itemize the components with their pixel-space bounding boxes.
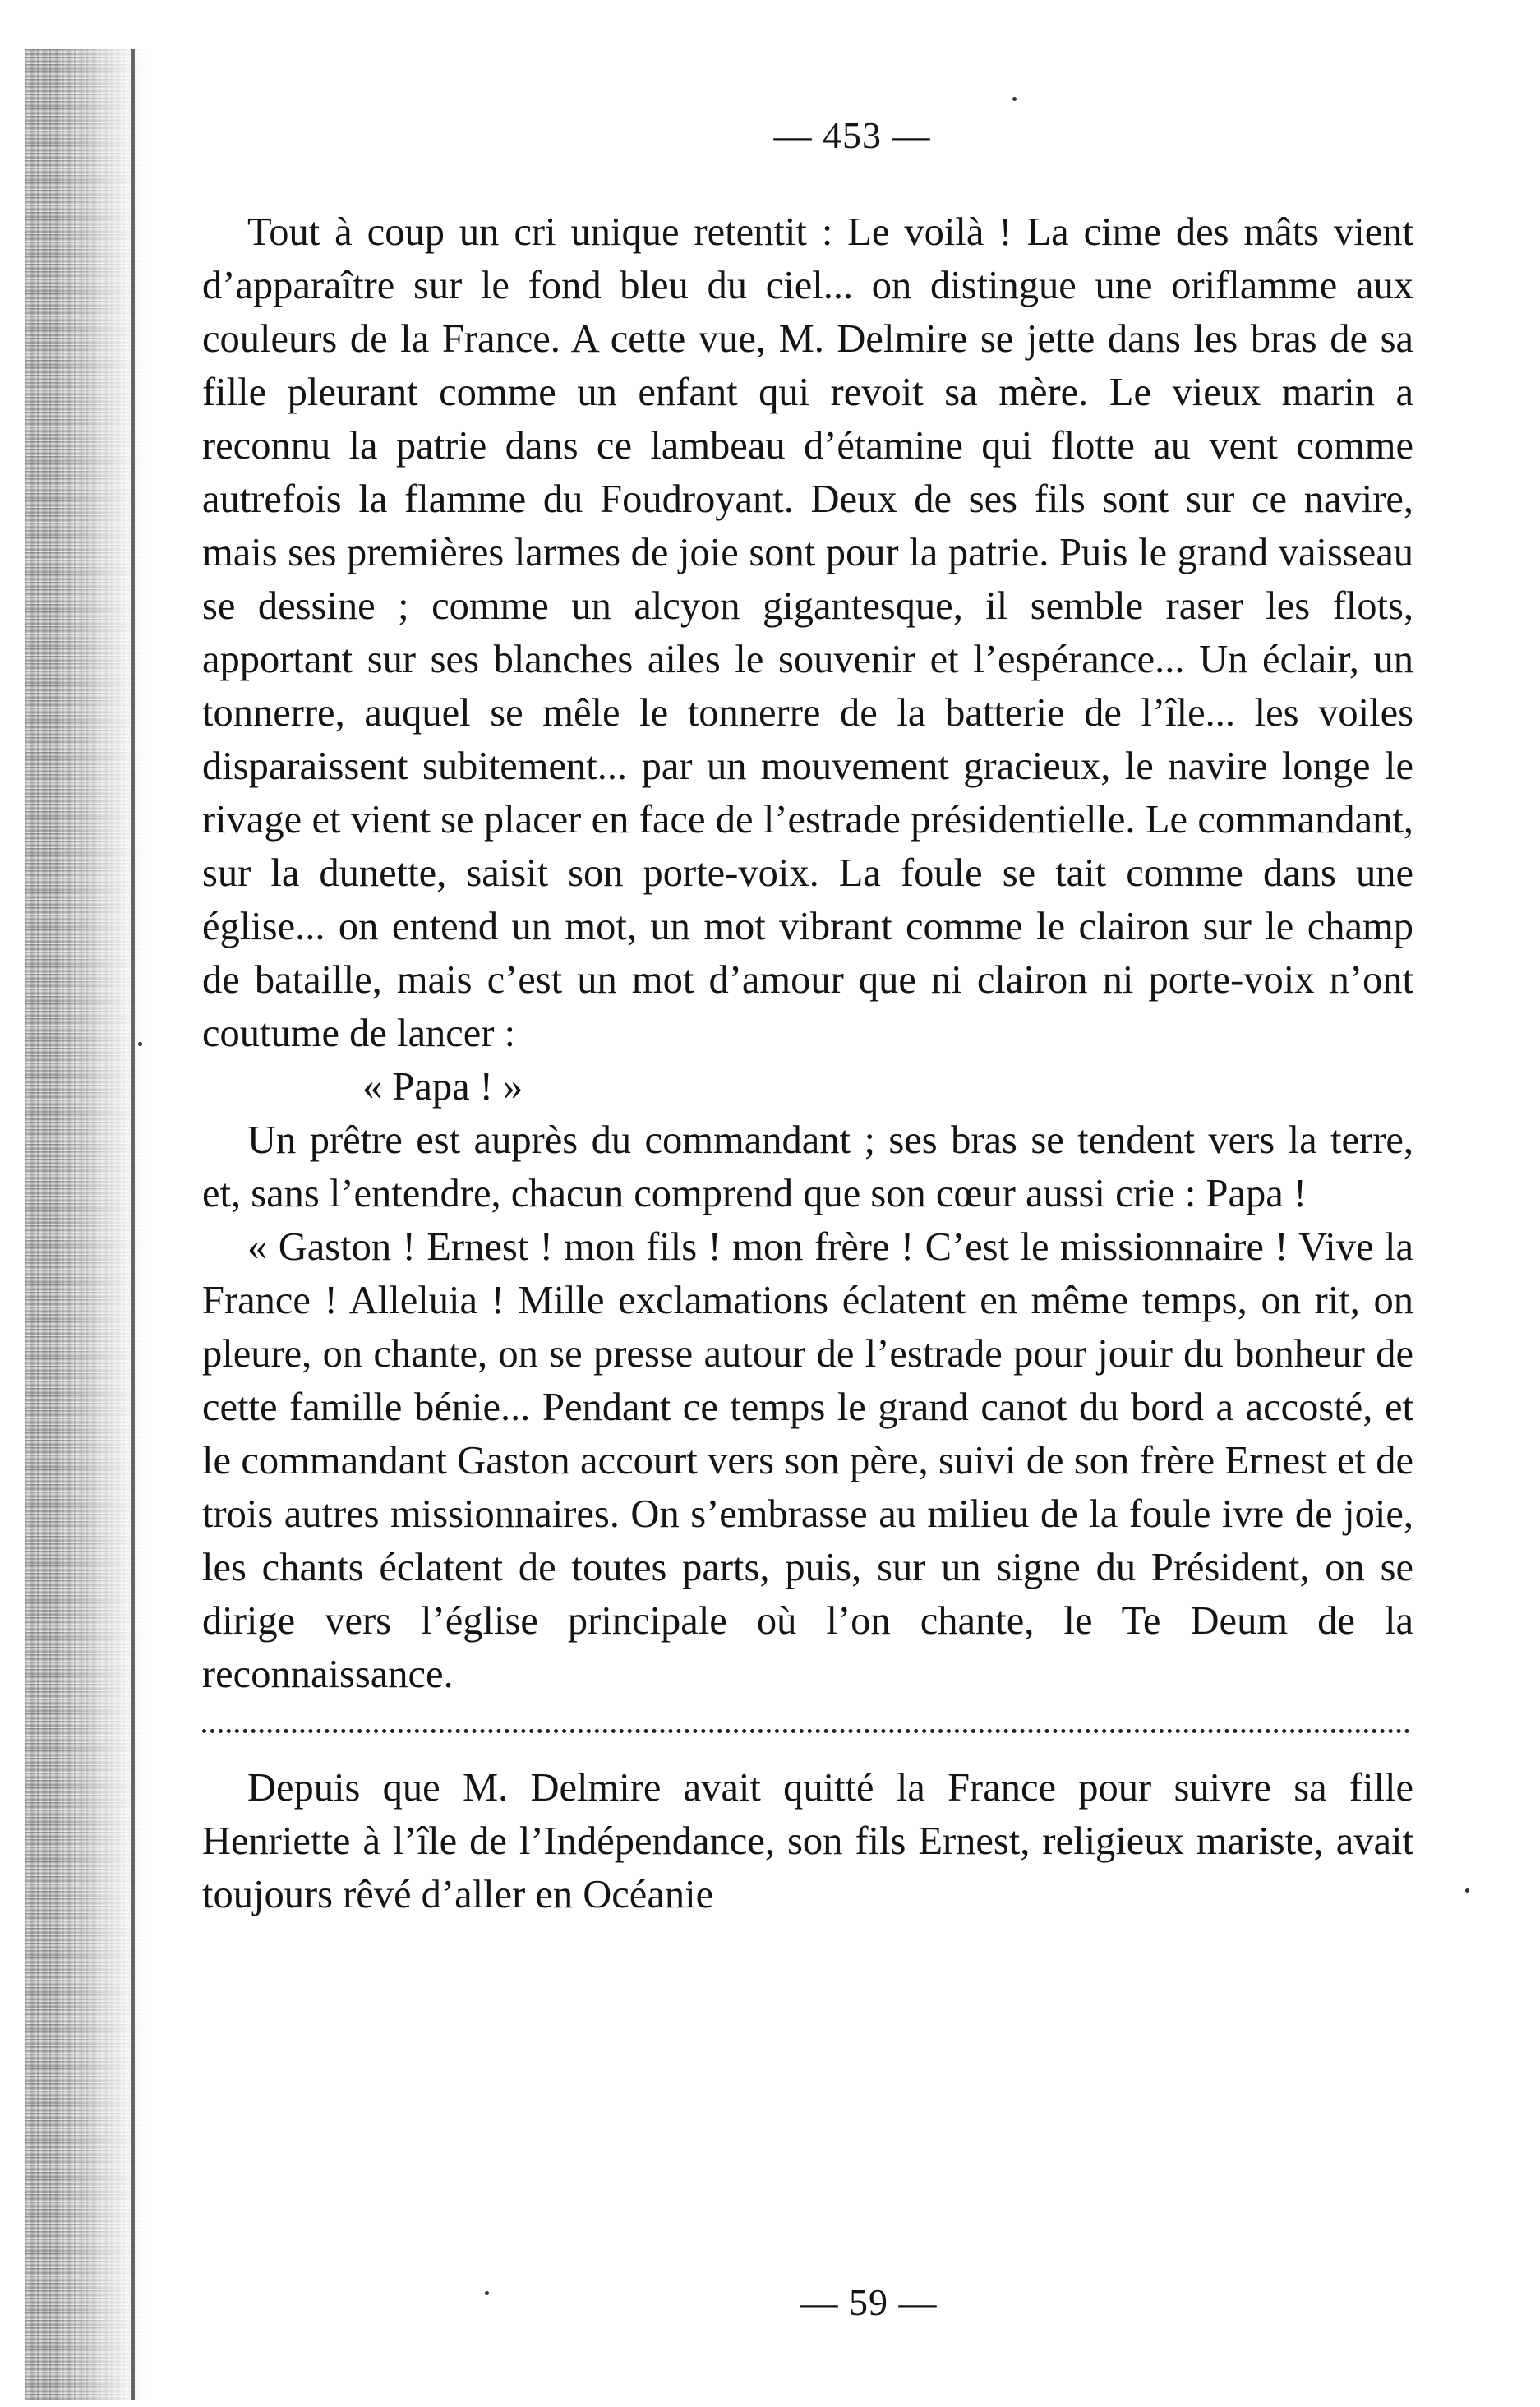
page-number-top: — 453 — — [773, 114, 931, 156]
paragraph-arrival: Tout à coup un cri unique retentit : Le voilà ! La cime des mâts vient d’apparaître sur le fond bleu du ciel... on distingue une oriflamme aux couleurs de la France. A cette vue, M. Delmire se jette dans les bras de sa fille pleurant comme un enfant qui revoit sa mère. Le vieux marin a reconnu la patrie dans ce lambeau d’étamine qui flotte au vent comme autrefois la flamme du Foudroyant. Deux de ses fils sont sur ce navire, mais ses premières larmes de joie sont pour la patrie. Puis le grand vaisseau se dessine ; comme un alcyon gigantesque, il semble raser les flots, apportant sur ses blanches ailes le souvenir et l’espérance... Un éclair, un tonnerre, auquel se mêle le tonnerre de la batterie de l’île... les voiles disparaissent subitement... par un mouvement gracieux, le navire longe le rivage et vient se placer en face de l’estrade présidentielle. Le commandant, sur la dunette, saisit son porte-voix. La foule se tait comme dans une église... on entend un mot, un mot vibrant comme le clairon sur le champ de bataille, mais c’est un mot d’amour que ni clairon ni porte-voix n’ont coutume de lancer : — [202, 210, 1413, 1055]
scan-speck — [1465, 1888, 1469, 1893]
scan-speck — [485, 2291, 489, 2295]
scan-speck — [1012, 97, 1017, 101]
paragraph-exclamations: « Gaston ! Ernest ! mon fils ! mon frère ! C’est le missionnaire ! Vive la France ! Alleluia ! Mille exclamations éclatent en même temps, on rit, on pleure, on chante, on se presse autour de l’estrade pour jouir du bonheur de cette famille bénie... Pendant ce temps le grand canot du bord a accosté, et le commandant Gaston accourt vers son père, suivi de son frère Ernest et de trois autres missionnaires. On s’embrasse au milieu de la foule ivre de joie, les chants éclatent de toutes parts, puis, sur un signe du Président, on se dirige vers l’église principale où l’on chante, le Te Deum de la reconnaissance. — [202, 1225, 1413, 1696]
page-number-bottom: — 59 — — [800, 2281, 938, 2323]
section-divider-dotted — [202, 1729, 1410, 1733]
scan-speck — [138, 1042, 142, 1046]
paragraph-priest: Un prêtre est auprès du commandant ; ses bras se tendent vers la terre, et, sans l’entendre, chacun comprend que son cœur aussi crie : Papa ! — [202, 1118, 1413, 1215]
paragraph-papa-cry: « Papa ! » — [362, 1065, 523, 1109]
binding-shadow-line — [131, 49, 135, 2400]
scanned-binding-edge — [25, 49, 148, 2400]
paragraph-departure: Depuis que M. Delmire avait quitté la France pour suivre sa fille Henriette à l’île de l’Indépendance, son fils Ernest, religieux mariste, avait toujours rêvé d’aller en Océanie — [202, 1766, 1413, 1916]
text-body — [202, 205, 1413, 1921]
